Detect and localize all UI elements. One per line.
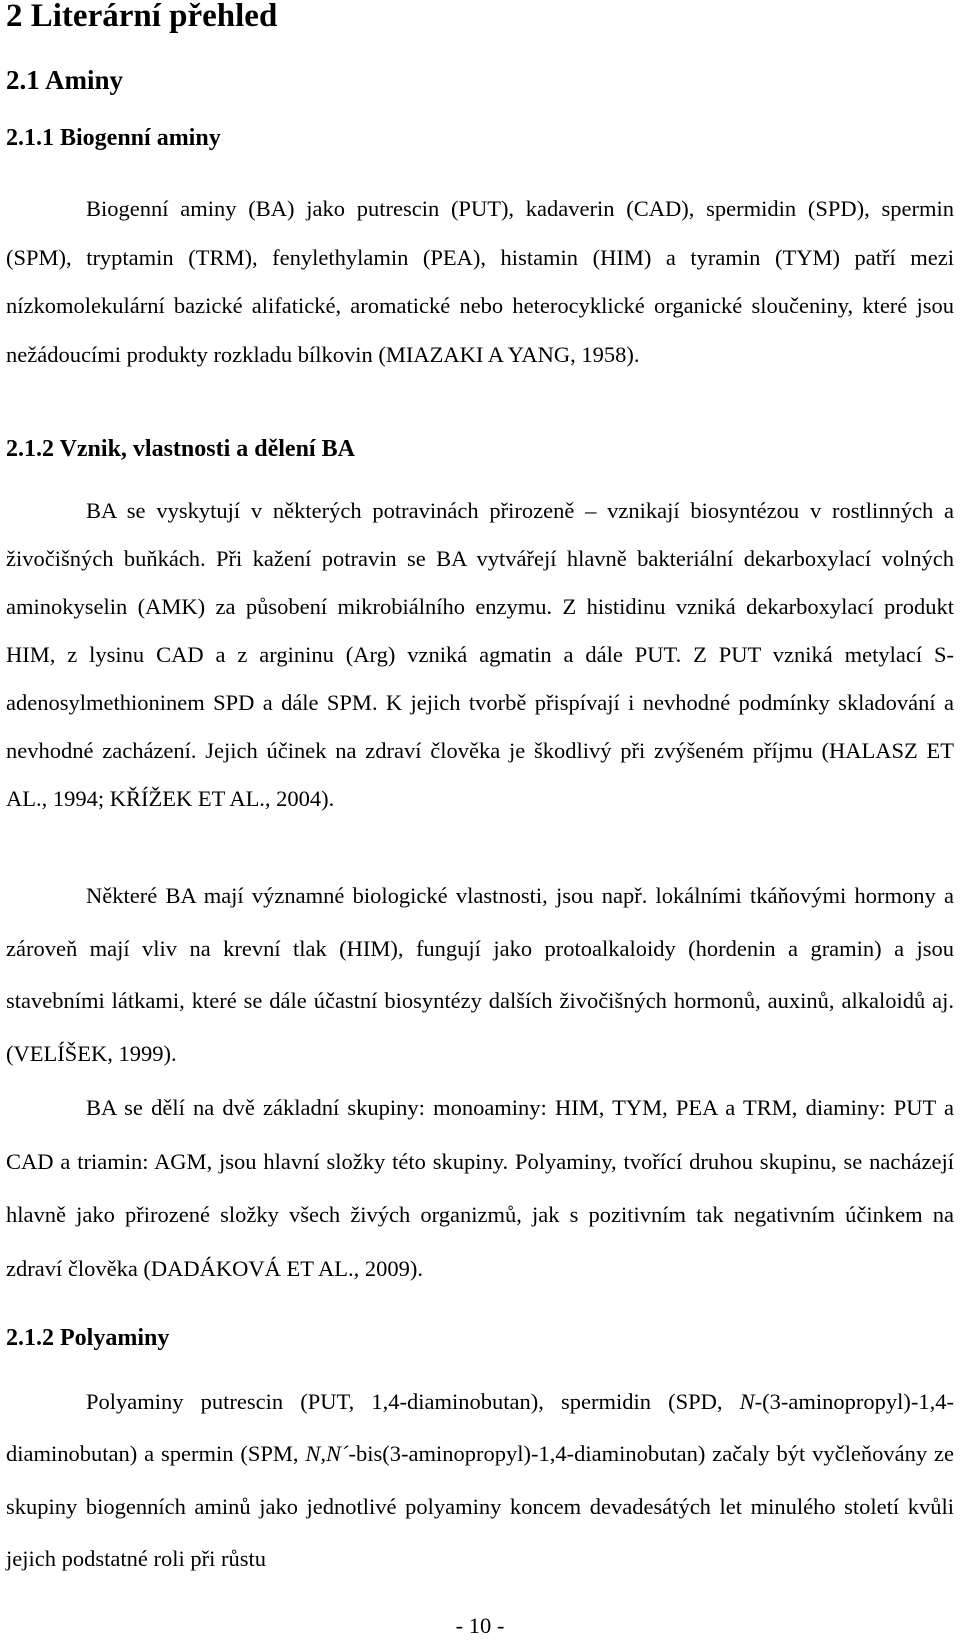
polyamines-text-1: Polyaminy putrescin (PUT, 1,4-diaminobutan), spermidin (SPD, <box>86 1389 740 1414</box>
paragraph-biogenic-amines: Biogenní aminy (BA) jako putrescin (PUT), kadaverin (CAD), spermidin (SPD), spermin (SPM), tryptamin (TRM), fenylethylamin (PEA), histamin (HIM) a tyramin (TYM) patří mezi nízkomolekulární bazické alifatické, aromatické nebo heterocyklické organické sloučeniny, které jsou nežádoucími produkty rozkladu bílkovin (MIAZAKI A YANG, 1958). <box>6 196 954 368</box>
polyamines-italic-n: N <box>739 1389 755 1414</box>
polyamines-text-2: -(3-aminopropyl)-1,4-diaminobutan) a spermin (SPM, <box>6 1389 954 1467</box>
polyamines-text-3: -bis(3-aminopropyl)-1,4-diaminobutan) začaly být vyčleňovány ze skupiny biogenních aminů jako jednotlivé polyaminy koncem devadesátých let minulého století kvůli jejich podstatné roli při růstu <box>6 1441 954 1571</box>
chapter-heading: 2 Literární přehled <box>6 0 278 34</box>
paragraph-polyamines <box>6 1376 954 1585</box>
paragraph-classification: BA se dělí na dvě základní skupiny: monoaminy: HIM, TYM, PEA a TRM, diaminy: PUT a CAD a triamin: AGM, jsou hlavní složky této skupiny. Polyaminy, tvořící druhou skupinu, se nacházejí hlavně jako přirozené složky všech živých organizmů, jak s pozitivním tak negativním účinkem na zdraví člověka (DADÁKOVÁ ET AL., 2009). <box>6 1095 954 1281</box>
page-number: - 10 - <box>455 1613 505 1638</box>
paragraph-biological-properties: Některé BA mají významné biologické vlastnosti, jsou např. lokálními tkáňovými hormony a zároveň mají vliv na krevní tlak (HIM), fungují jako protoalkaloidy (hordenin a gramin) a jsou stavebními látkami, které se dále účastní biosyntézy dalších živočišných hormonů, auxinů, alkaloidů aj. (VELÍŠEK, 1999). <box>6 883 954 1066</box>
section-heading: 2.1 Aminy <box>6 65 124 95</box>
polyamines-italic-nn: N,N´ <box>305 1441 349 1467</box>
subsection-heading-polyamines: 2.1.2 Polyaminy <box>6 1325 170 1351</box>
subsection-heading-origin: 2.1.2 Vznik, vlastnosti a dělení BA <box>6 436 355 462</box>
paragraph-origin: BA se vyskytují v některých potravinách přirozeně – vznikají biosyntézou v rostlinných a živočišných buňkách. Při kažení potravin se BA vytvářejí hlavně bakteriální dekarboxylací volných aminokyselin (AMK) za působení mikrobiálního enzymu. Z histidinu vzniká dekarboxylací produkt HIM, z lysinu CAD a z argininu (Arg) vzniká agmatin a dále PUT. Z PUT vzniká metylací S- adenosylmethioninem SPD a dále SPM. K jejich tvorbě přispívají i nevhodné podmínky skladování a nevhodné zacházení. Jejich účinek na zdraví člověka je škodlivý při zvýšeném příjmu (HALASZ ET AL., 1994; KŘÍŽEK ET AL., 2004). <box>6 498 954 811</box>
subsection-heading-biogenic-amines: 2.1.1 Biogenní aminy <box>6 125 221 151</box>
